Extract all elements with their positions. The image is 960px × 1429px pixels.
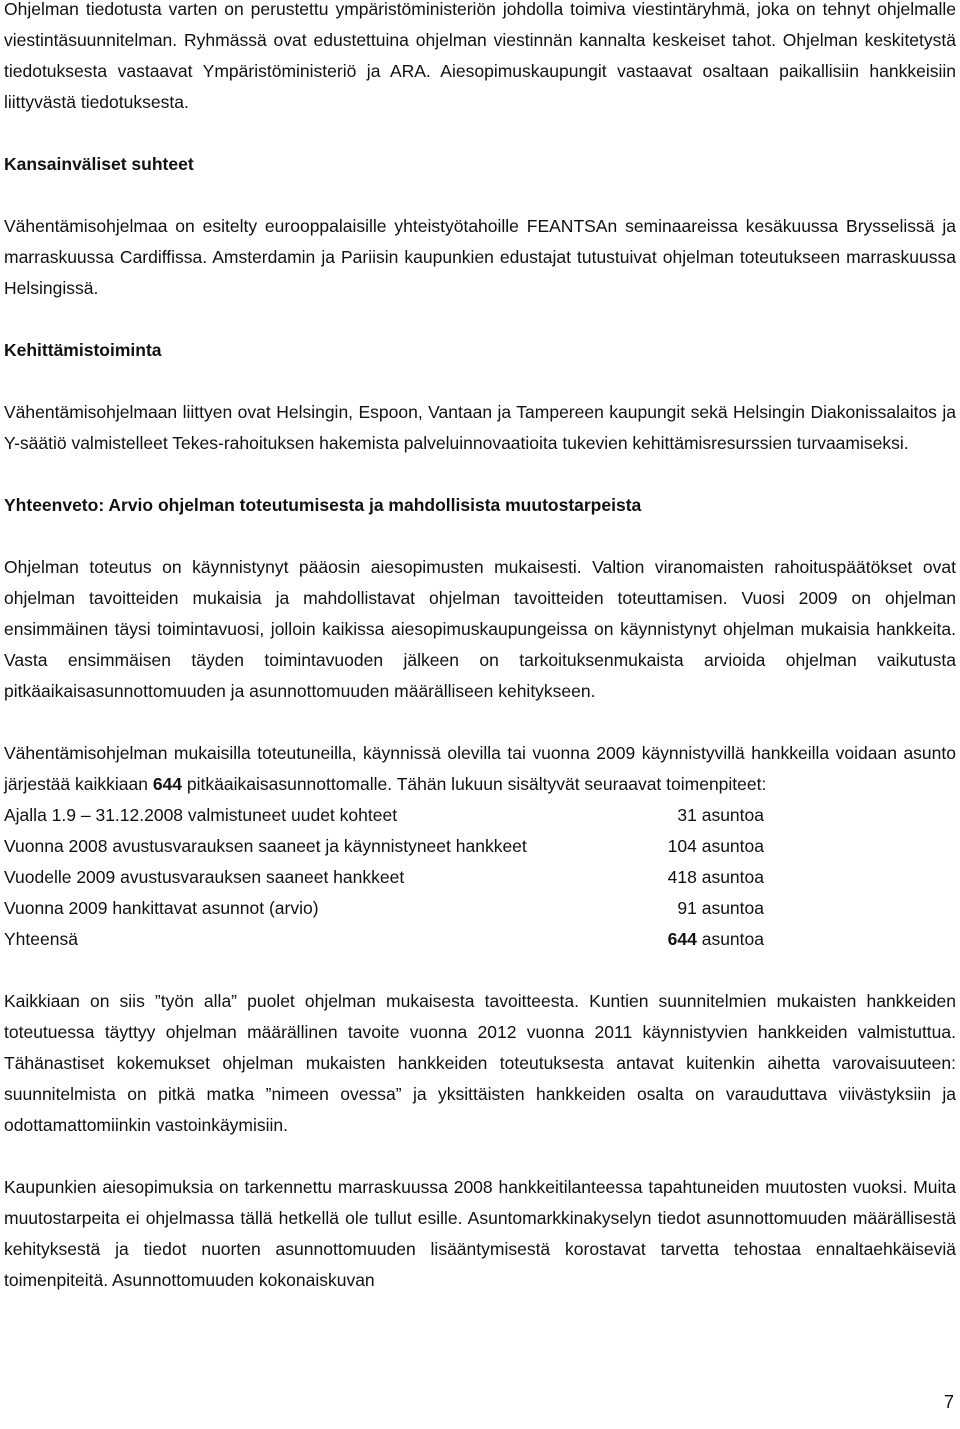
housing-summary-table — [4, 800, 764, 955]
row-label: Vuodelle 2009 avustusvarauksen saaneet hankkeet — [4, 867, 405, 887]
heading-kehittamistoiminta: Kehittämistoiminta — [4, 340, 162, 360]
row-number: 418 — [667, 867, 697, 887]
row-label: Vuonna 2009 hankittavat asunnot (arvio) — [4, 898, 319, 918]
page-number: 7 — [943, 1392, 954, 1412]
row-value — [624, 893, 764, 924]
row-unit: asuntoa — [696, 929, 764, 949]
paragraph-hankkeet — [4, 738, 956, 800]
table-row — [4, 831, 764, 862]
document-page — [4, 0, 956, 1296]
paragraph-hankkeet-text-a: Vähentämisohjelman mukaisilla toteutuneilla, käynnissä olevilla tai vuonna 2009 käynnistyvillä hankkeilla voidaan asunto järjestää kaikkiaan — [4, 743, 956, 794]
heading-yhteenveto: Yhteenveto: Arvio ohjelman toteutumisesta ja mahdollisista muutostarpeista — [4, 495, 642, 515]
row-unit: asuntoa — [696, 898, 764, 918]
table-row-total — [4, 924, 764, 955]
row-unit: asuntoa — [696, 836, 764, 856]
row-number: 31 — [677, 805, 697, 825]
table-row — [4, 862, 764, 893]
paragraph-toteutus: Ohjelman toteutus on käynnistynyt pääosin aiesopimusten mukaisesti. Valtion viranomaisten rahoituspäätökset ovat ohjelman tavoitteiden mukaisia ja mahdollistavat ohjelman tavoitteiden toteuttamisen. Vuosi 2009 on ohjelman ensimmäinen täysi toimintavuosi, jolloin kaikissa aiesopimuskaupungeissa on käynnistynyt ohjelman mukaisia hankkeita. Vasta ensimmäisen täyden toimintavuoden jälkeen on tarkoituksenmukaista arvioida ohjelman vaikutusta pitkäaikaisasunnottomuuden ja asunnottomuuden määrälliseen kehitykseen. — [4, 557, 956, 701]
table-row — [4, 800, 764, 831]
paragraph-kehittamistoiminta: Vähentämisohjelmaan liittyen ovat Helsingin, Espoon, Vantaan ja Tampereen kaupungit sekä Helsingin Diakonissalaitos ja Y-säätiö valmistelleet Tekes-rahoituksen hakemista palveluinnovaatioita tukevien kehittämisresurssien turvaamiseksi. — [4, 402, 956, 453]
paragraph-kansainvaliset: Vähentämisohjelmaa on esitelty eurooppalaisille yhteistyötahoille FEANTSAn seminaareissa kesäkuussa Brysselissä ja marraskuussa Cardiffissa. Amsterdamin ja Pariisin kaupunkien edustajat tutustuivat ohjelman toteutukseen marraskuussa Helsingissä. — [4, 216, 956, 298]
row-label: Yhteensä — [4, 929, 78, 949]
row-number: 104 — [667, 836, 697, 856]
row-unit: asuntoa — [696, 867, 764, 887]
paragraph-viestinta: Ohjelman tiedotusta varten on perustettu ympäristöministeriön johdolla toimiva viestintäryhmä, joka on tehnyt ohjelmalle viestintäsuunnitelman. Ryhmässä ovat edustettuina ohjelman viestinnän kannalta keskeiset tahot. Ohjelman keskitetystä tiedotuksesta vastaavat Ympäristöministeriö ja ARA. Aiesopimuskaupungit vastaavat osaltaan paikallisiin hankkeisiin liittyvästä tiedotuksesta. — [4, 0, 956, 112]
row-value — [624, 862, 764, 893]
paragraph-tyon-alla: Kaikkiaan on siis ”työn alla” puolet ohjelman mukaisesta tavoitteesta. Kuntien suunnitelmien mukaisten hankkeiden toteutuessa täyttyy ohjelman määrällinen tavoite vuonna 2012 vuonna 2011 käynnistyvien hankkeiden valmistuttua. Tähänastiset kokemukset ohjelman mukaisten hankkeiden toteutuksesta antavat kuitenkin aihetta varovaisuuteen: suunnitelmista on pitkä matka ”nimeen ovessa” ja yksittäisten hankkeiden osalta on varauduttava viivästyksiin ja odottamattomiinkin vastoinkäymisiin. — [4, 991, 956, 1135]
row-unit: asuntoa — [696, 805, 764, 825]
heading-kansainvaliset-suhteet: Kansainväliset suhteet — [4, 154, 194, 174]
row-value — [624, 800, 764, 831]
row-number: 91 — [677, 898, 697, 918]
row-value — [624, 831, 764, 862]
highlight-644: 644 — [152, 774, 183, 794]
row-label: Vuonna 2008 avustusvarauksen saaneet ja käynnistyneet hankkeet — [4, 836, 527, 856]
paragraph-hankkeet-text-b: pitkäaikaisasunnottomalle. Tähän lukuun sisältyvät seuraavat toimenpiteet: — [182, 774, 767, 794]
table-row — [4, 893, 764, 924]
paragraph-aiesopimukset: Kaupunkien aiesopimuksia on tarkennettu marraskuussa 2008 hankkeitilanteessa tapahtuneiden muutosten vuoksi. Muita muutostarpeita ei ohjelmassa tällä hetkellä ole tullut esille. Asuntomarkkinakyselyn tiedot asunnottomuuden määrällisestä kehityksestä ja tiedot nuorten asunnottomuuden lisääntymisestä korostavat tarvetta tehostaa ennaltaehkäiseviä toimenpiteitä. Asunnottomuuden kokonaiskuvan — [4, 1177, 956, 1290]
row-label: Ajalla 1.9 – 31.12.2008 valmistuneet uudet kohteet — [4, 805, 398, 825]
row-value — [624, 924, 764, 955]
row-number: 644 — [667, 929, 697, 949]
